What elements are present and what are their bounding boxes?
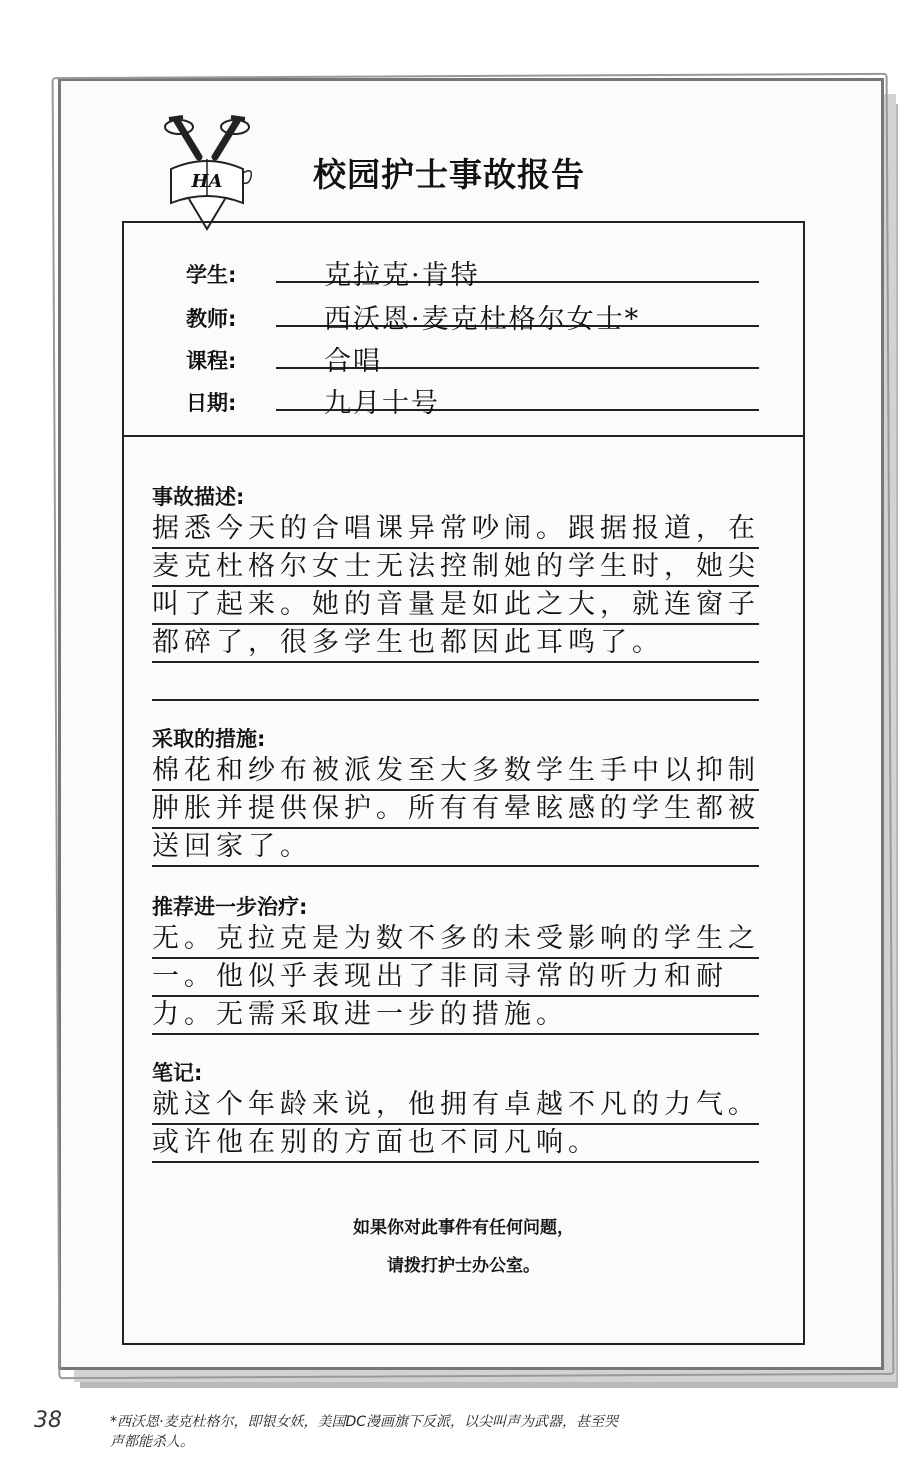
teacher-value: 西沃恩·麦克杜格尔女士* (324, 304, 641, 335)
crest-letters: HA (191, 171, 223, 192)
handwritten-line: 就这个年龄来说，他拥有卓越不凡的力气。 (152, 1087, 759, 1125)
info-box (122, 221, 805, 437)
handwritten-line: 送回家了。 (152, 829, 759, 867)
handwritten-line: 棉花和纱布被派发至大多数学生手中以抑制 (152, 753, 759, 791)
page-number: 38 (34, 1408, 62, 1433)
handwritten-line: 都碎了，很多学生也都因此耳鸣了。 (152, 625, 759, 663)
handwritten-line: 叫了起来。她的音量是如此之大，就连窗子 (152, 587, 759, 625)
report-paper (58, 78, 884, 1370)
school-crest-icon (159, 113, 255, 231)
section-notes (152, 1057, 759, 1163)
section-heading: 事故描述: (152, 485, 245, 509)
date-value: 九月十号 (324, 388, 440, 419)
handwritten-line: 肿胀并提供保护。所有有晕眩感的学生都被 (152, 791, 759, 829)
section-heading: 推荐进一步治疗: (152, 895, 308, 919)
section-heading: 笔记: (152, 1061, 203, 1085)
course-row (124, 333, 803, 377)
student-value: 克拉克·肯特 (324, 260, 480, 291)
report-title: 校园护士事故报告 (313, 155, 585, 194)
handwritten-line: 一。他似乎表现出了非同寻常的听力和耐 (152, 959, 759, 997)
teacher-row (124, 291, 803, 335)
handwritten-line: 或许他在别的方面也不同凡响。 (152, 1125, 759, 1163)
handwritten-line: 麦克杜格尔女士无法控制她的学生时，她尖 (152, 549, 759, 587)
student-label: 学生: (186, 263, 237, 287)
handwritten-line: 无。克拉克是为数不多的未受影响的学生之 (152, 921, 759, 959)
closing-line-1: 如果你对此事件有任何问题， (353, 1218, 574, 1238)
section-actions-taken (152, 723, 759, 867)
closing-line-2: 请拨打护士办公室。 (387, 1256, 540, 1276)
teacher-label: 教师: (186, 307, 237, 331)
handwritten-line: 力。无需采取进一步的措施。 (152, 997, 759, 1035)
report-body-box (122, 435, 805, 1345)
section-recommended-treatment (152, 891, 759, 1035)
course-label: 课程: (186, 349, 237, 373)
course-value: 合唱 (324, 346, 382, 377)
date-row (124, 375, 803, 419)
student-row (124, 247, 803, 291)
section-incident-description (152, 481, 759, 701)
section-heading: 采取的措施: (152, 727, 266, 751)
handwritten-line: 据悉今天的合唱课异常吵闹。跟据报道，在 (152, 511, 759, 549)
date-label: 日期: (186, 391, 237, 415)
footnote: *西沃恩·麦克杜格尔，即银女妖，美国DC漫画旗下反派，以尖叫声为武器，甚至哭声都能杀人。 (110, 1414, 619, 1450)
handwritten-line-blank (152, 663, 759, 701)
